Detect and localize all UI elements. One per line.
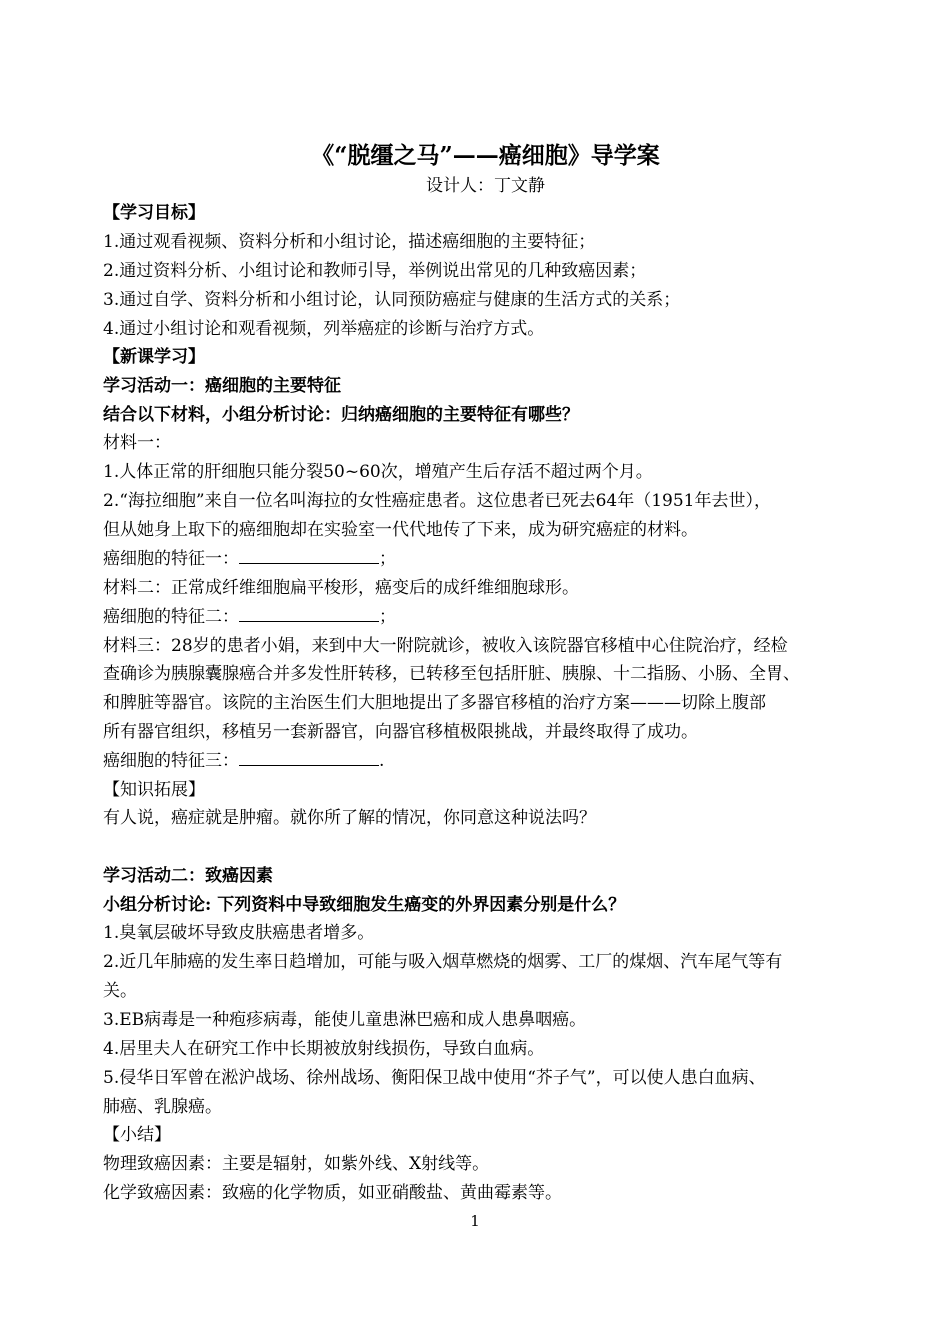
material1-item: 1.人体正常的肝细胞只能分裂50~60次，增殖产生后存活不超过两个月。 xyxy=(103,462,653,482)
feature3-blank xyxy=(239,751,379,766)
feature2-end: ； xyxy=(379,607,396,627)
feature3-end: . xyxy=(379,751,385,771)
activity1-prompt: 结合以下材料，小组分析讨论：归纳癌细胞的主要特征有哪些？ xyxy=(103,405,579,425)
author-line: 设计人：丁文静 xyxy=(426,176,545,196)
activity2-item: 2.近几年肺癌的发生率日趋增加，可能与吸入烟草燃烧的烟雾、工厂的煤烟、汽车尾气等有 xyxy=(103,952,783,972)
objectives-heading: 【学习目标】 xyxy=(103,203,205,223)
activity2-item: 关。 xyxy=(103,981,137,1001)
activity2-item: 4.居里夫人在研究工作中长期被放射线损伤，导致白血病。 xyxy=(103,1039,545,1059)
activity2-item: 肺癌、乳腺癌。 xyxy=(103,1097,222,1117)
feature2-blank xyxy=(239,607,379,622)
objective-item: 4.通过小组讨论和观看视频，列举癌症的诊断与治疗方式。 xyxy=(103,319,545,339)
material2-text: 材料二：正常成纤维细胞扁平梭形，癌变后的成纤维细胞球形。 xyxy=(103,578,579,598)
material3-line: 和脾脏等器官。该院的主治医生们大胆地提出了多器官移植的治疗方案———切除上腹部 xyxy=(103,693,766,713)
activity2-item: 5.侵华日军曾在淞沪战场、徐州战场、衡阳保卫战中使用“芥子气”，可以使人患白血病、 xyxy=(103,1068,766,1088)
objective-item: 3.通过自学、资料分析和小组讨论，认同预防癌症与健康的生活方式的关系； xyxy=(103,290,681,310)
feature1-line xyxy=(103,546,396,572)
material1-item: 2.“海拉细胞”来自一位名叫海拉的女性癌症患者。这位患者已死去64年（1951年去世）， xyxy=(103,491,771,511)
extension-heading: 【知识拓展】 xyxy=(103,780,205,800)
summary-item: 物理致癌因素：主要是辐射，如紫外线、X射线等。 xyxy=(103,1154,490,1174)
material3-line: 查确诊为胰腺囊腺癌合并多发性肝转移，已转移至包括肝脏、胰腺、十二指肠、小肠、全胃、 xyxy=(103,664,800,684)
activity2-item: 3.EB病毒是一种疱疹病毒，能使儿童患淋巴癌和成人患鼻咽癌。 xyxy=(103,1010,587,1030)
activity2-prompt: 小组分析讨论: 下列资料中导致细胞发生癌变的外界因素分别是什么？ xyxy=(103,895,626,915)
material1-label: 材料一： xyxy=(103,433,171,453)
material3-line: 材料三：28岁的患者小娟，来到中大一附院就诊，被收入该院器官移植中心住院治疗，经检 xyxy=(103,636,788,656)
activity1-title: 学习活动一：癌细胞的主要特征 xyxy=(103,376,341,396)
feature1-label: 癌细胞的特征一： xyxy=(103,549,239,569)
extension-text: 有人说，癌症就是肿瘤。就你所了解的情况，你同意这种说法吗？ xyxy=(103,808,596,828)
page-number: 1 xyxy=(470,1212,480,1230)
material1-item: 但从她身上取下的癌细胞却在实验室一代代地传了下来，成为研究癌症的材料。 xyxy=(103,520,698,540)
feature1-end: ； xyxy=(379,549,396,569)
feature3-line xyxy=(103,748,384,774)
material3-line: 所有器官组织，移植另一套新器官，向器官移植极限挑战，并最终取得了成功。 xyxy=(103,722,698,742)
feature1-blank xyxy=(239,549,379,564)
objective-item: 1.通过观看视频、资料分析和小组讨论，描述癌细胞的主要特征； xyxy=(103,232,596,252)
document-title: 《“脱缰之马”——癌细胞》导学案 xyxy=(311,142,660,169)
objective-item: 2.通过资料分析、小组讨论和教师引导，举例说出常见的几种致癌因素； xyxy=(103,261,647,281)
feature3-label: 癌细胞的特征三： xyxy=(103,751,239,771)
activity2-item: 1.臭氧层破坏导致皮肤癌患者增多。 xyxy=(103,923,375,943)
summary-item: 化学致癌因素：致癌的化学物质，如亚硝酸盐、黄曲霉素等。 xyxy=(103,1183,562,1203)
new-lesson-heading: 【新课学习】 xyxy=(103,347,205,367)
feature2-label: 癌细胞的特征二： xyxy=(103,607,239,627)
summary-heading: 【小结】 xyxy=(103,1125,171,1145)
activity2-title: 学习活动二：致癌因素 xyxy=(103,866,273,886)
feature2-line xyxy=(103,604,396,630)
